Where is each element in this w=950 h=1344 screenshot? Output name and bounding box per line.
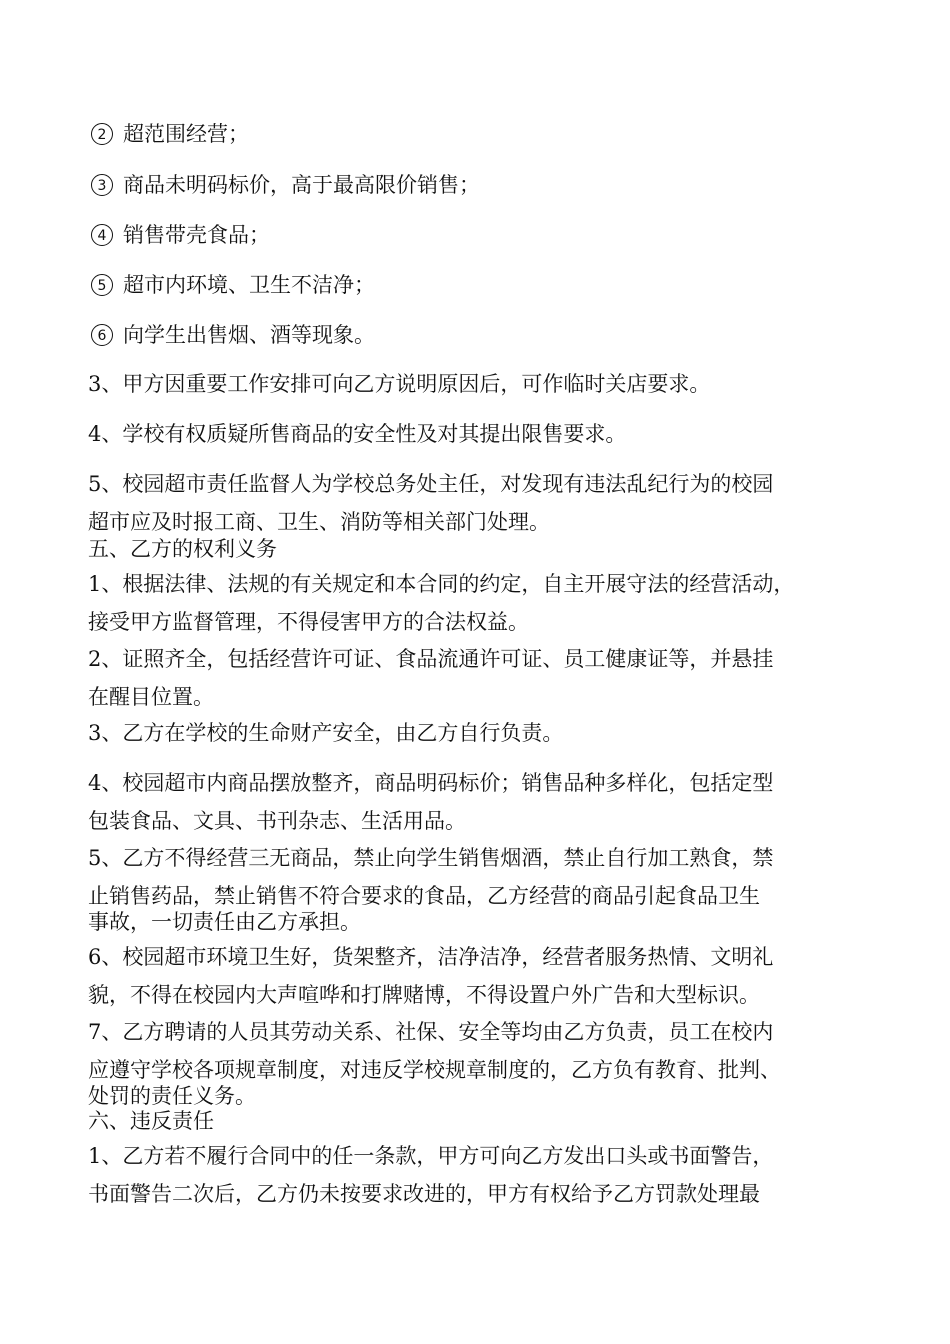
- paragraph-line: 1、乙方若不履行合同中的任一条款，甲方可向乙方发出口头或书面警告，: [88, 1144, 774, 1168]
- list-item: [91, 271, 375, 299]
- section-heading: 六、违反责任: [88, 1109, 214, 1133]
- paragraph-line: 4、校园超市内商品摆放整齐，商品明码标价；销售品种多样化，包括定型: [88, 771, 774, 795]
- paragraph-line: 在醒目位置。: [88, 685, 214, 709]
- list-item: [91, 120, 249, 148]
- paragraph-line: 3、乙方在学校的生命财产安全，由乙方自行负责。: [88, 721, 564, 745]
- paragraph-line: 书面警告二次后，乙方仍未按要求改进的，甲方有权给予乙方罚款处理最: [88, 1182, 760, 1206]
- list-item-text: 超市内环境、卫生不洁净；: [123, 273, 375, 297]
- paragraph-line: 6、校园超市环境卫生好，货架整齐，洁净洁净，经营者服务热情、文明礼: [88, 945, 774, 969]
- list-item: [91, 321, 375, 349]
- paragraph-line: 4、学校有权质疑所售商品的安全性及对其提出限售要求。: [88, 422, 627, 446]
- paragraph-line: 包装食品、文具、书刊杂志、生活用品。: [88, 809, 466, 833]
- paragraph-line: 3、甲方因重要工作安排可向乙方说明原因后，可作临时关店要求。: [88, 372, 711, 396]
- paragraph-line: 超市应及时报工商、卫生、消防等相关部门处理。: [88, 510, 550, 534]
- circled-number: 4: [91, 224, 113, 246]
- list-item-text: 商品未明码标价，高于最高限价销售；: [123, 173, 480, 197]
- paragraph-line: 处罚的责任义务。: [88, 1084, 256, 1108]
- circled-number: 3: [91, 174, 113, 196]
- paragraph-line: 貌，不得在校园内大声喧哗和打牌赌博，不得设置户外广告和大型标识。: [88, 983, 760, 1007]
- circled-number: 6: [91, 324, 113, 346]
- paragraph-line: 1、根据法律、法规的有关规定和本合同的约定，自主开展守法的经营活动，: [88, 572, 795, 596]
- paragraph-line: 接受甲方监督管理，不得侵害甲方的合法权益。: [88, 610, 529, 634]
- list-item-text: 向学生出售烟、酒等现象。: [123, 323, 375, 347]
- paragraph-line: 5、乙方不得经营三无商品，禁止向学生销售烟酒，禁止自行加工熟食，禁: [88, 846, 774, 870]
- list-item-text: 销售带壳食品；: [123, 223, 270, 247]
- circled-number: 2: [91, 123, 113, 145]
- paragraph-line: 7、乙方聘请的人员其劳动关系、社保、安全等均由乙方负责，员工在校内: [88, 1020, 774, 1044]
- paragraph-line: 事故，一切责任由乙方承担。: [88, 910, 361, 934]
- list-item: [91, 171, 480, 199]
- paragraph-line: 5、校园超市责任监督人为学校总务处主任，对发现有违法乱纪行为的校园: [88, 472, 774, 496]
- circled-number: 5: [91, 274, 113, 296]
- paragraph-line: 应遵守学校各项规章制度，对违反学校规章制度的，乙方负有教育、批判、: [88, 1058, 781, 1082]
- paragraph-line: 2、证照齐全，包括经营许可证、食品流通许可证、员工健康证等，并悬挂: [88, 647, 774, 671]
- list-item: [91, 221, 270, 249]
- section-heading: 五、乙方的权利义务: [88, 537, 277, 561]
- paragraph-line: 止销售药品，禁止销售不符合要求的食品，乙方经营的商品引起食品卫生: [88, 884, 760, 908]
- list-item-text: 超范围经营；: [123, 122, 249, 146]
